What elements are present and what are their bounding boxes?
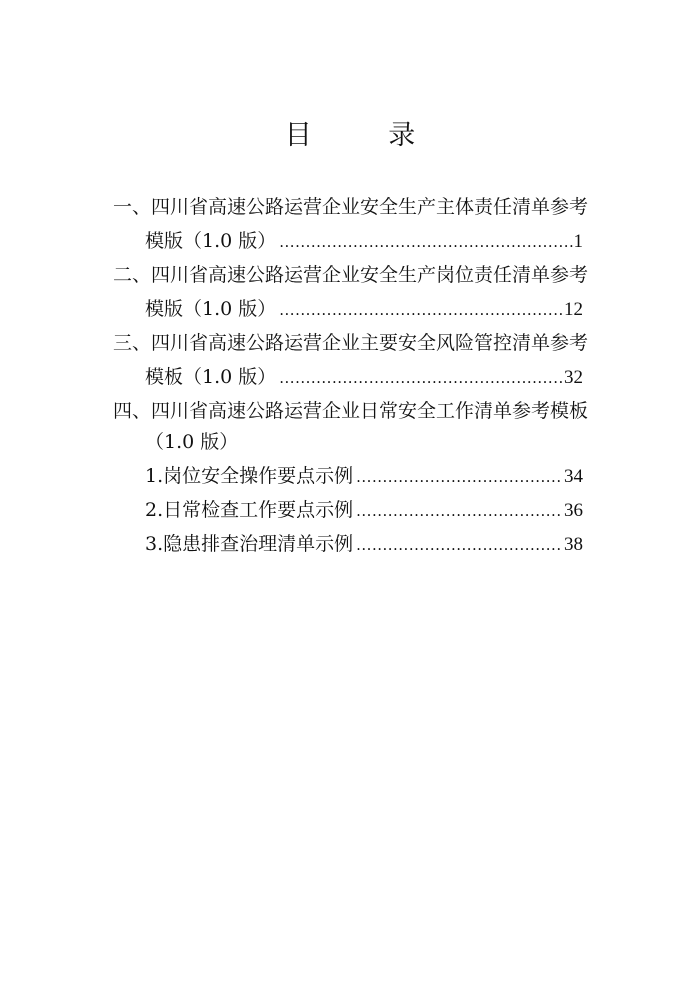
toc-subentry-2[interactable]: [145, 496, 583, 525]
dot-leader: [279, 364, 563, 392]
toc-entry-text: 2.日常检查工作要点示例: [145, 499, 354, 521]
toc-subentry-1[interactable]: [145, 462, 583, 491]
toc-entry-text: （1.0 版）: [145, 431, 239, 453]
toc-entry-text: 四、四川省高速公路运营企业日常安全工作清单参考模板: [113, 400, 589, 422]
toc-entry-1-line-1[interactable]: [113, 193, 589, 221]
toc-entry-1-line-2[interactable]: [145, 227, 583, 256]
toc-entry-text: 3.隐患排查治理清单示例: [145, 533, 354, 555]
dot-leader: [279, 228, 572, 256]
toc-page-number: 36: [564, 500, 583, 521]
toc-entry-3-line-1[interactable]: [113, 329, 589, 357]
toc-page-number: 34: [564, 466, 583, 487]
toc-entry-text: 1.岗位安全操作要点示例: [145, 465, 354, 487]
toc-entry-text: 二、四川省高速公路运营企业安全生产岗位责任清单参考: [113, 264, 589, 286]
toc-entry-4-line-1[interactable]: [113, 397, 589, 425]
toc-entry-4-line-2[interactable]: [145, 428, 583, 456]
page-title: 目 录: [284, 120, 450, 151]
toc-page-number: 1: [573, 231, 583, 252]
toc-entry-text: 三、四川省高速公路运营企业主要安全风险管控清单参考: [113, 332, 589, 354]
dot-leader: [356, 497, 563, 525]
toc-entry-text: 一、四川省高速公路运营企业安全生产主体责任清单参考: [113, 196, 589, 218]
toc-subentry-3[interactable]: [145, 530, 583, 559]
toc-entry-text: 模板（1.0 版）: [145, 366, 277, 388]
toc-entry-text: 模版（1.0 版）: [145, 298, 277, 320]
toc-entry-3-line-2[interactable]: [145, 363, 583, 392]
toc-page-number: 38: [564, 534, 583, 555]
toc-entry-text: 模版（1.0 版）: [145, 230, 277, 252]
dot-leader: [356, 531, 563, 559]
dot-leader: [279, 296, 563, 324]
toc-entry-2-line-1[interactable]: [113, 261, 589, 289]
toc-entry-2-line-2[interactable]: [145, 295, 583, 324]
toc-page-number: 32: [564, 367, 583, 388]
toc-page-number: 12: [564, 299, 583, 320]
dot-leader: [356, 463, 563, 491]
